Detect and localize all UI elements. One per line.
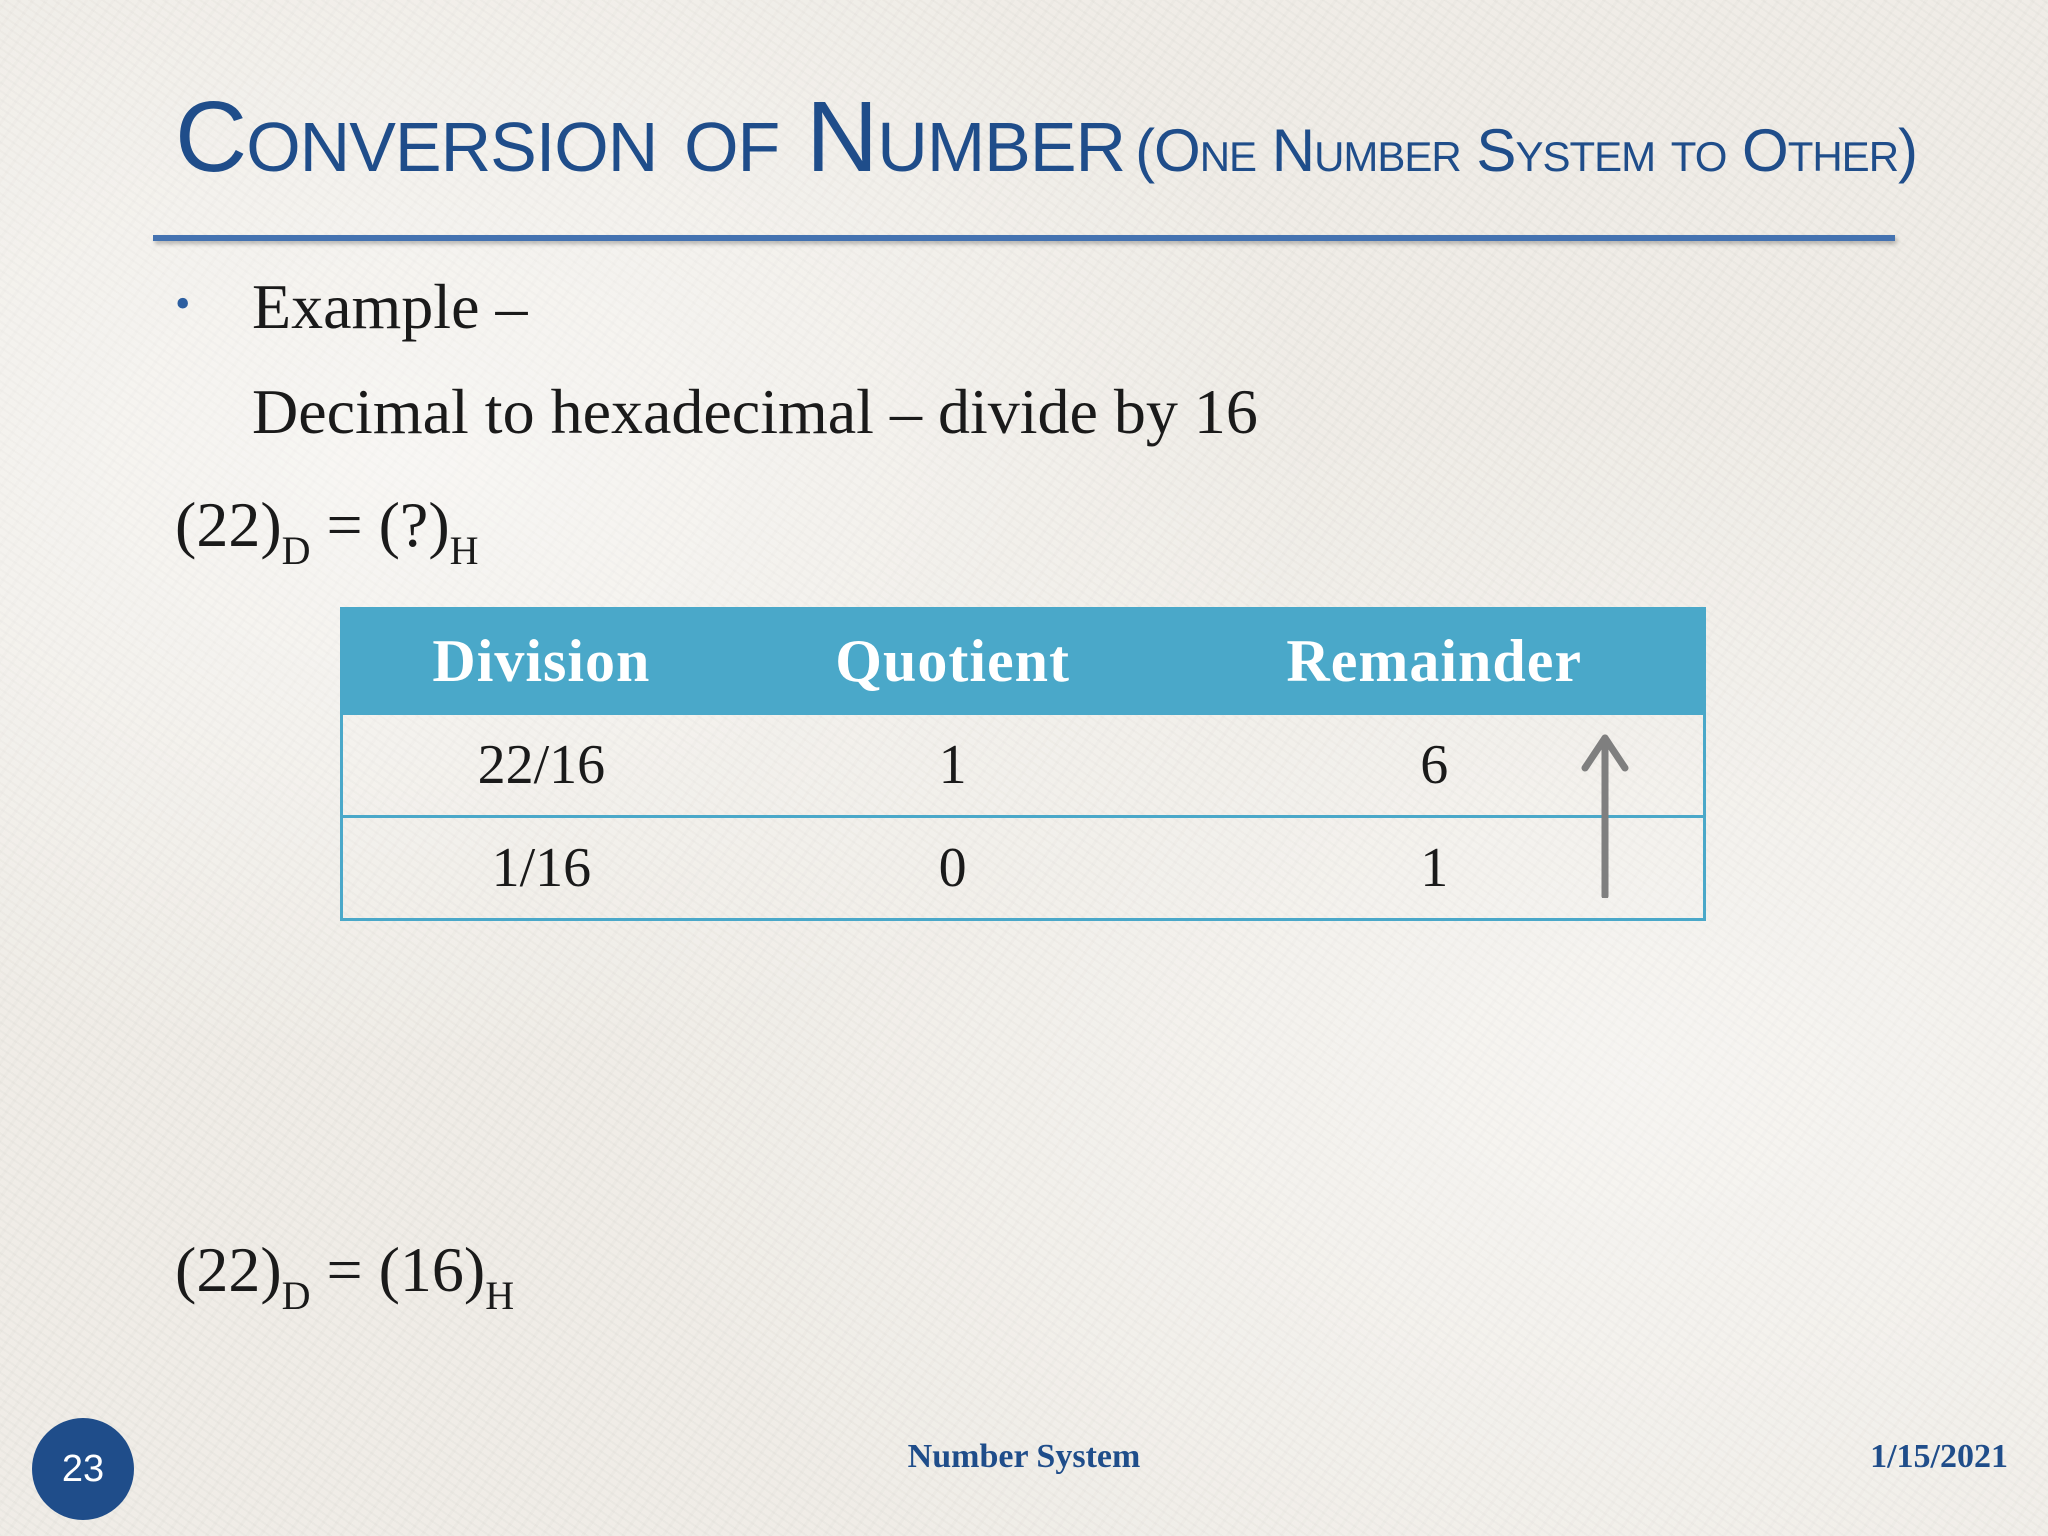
eq2-lhs-sub: D	[281, 1273, 311, 1318]
table-row	[342, 817, 1705, 920]
title-main: Conversion of Number	[175, 81, 1126, 193]
cell-remainder: 1	[1165, 817, 1704, 920]
footer-title: Number System	[907, 1438, 1141, 1475]
eq2-lhs: (22)	[175, 1234, 282, 1305]
table-header-row	[342, 609, 1705, 714]
header-remainder: Remainder	[1165, 609, 1704, 714]
eq1-lhs-sub: D	[281, 528, 311, 573]
conversion-table-wrap	[340, 607, 1706, 921]
eq1-rhs: (?)	[378, 489, 450, 560]
eq2-mid: =	[310, 1234, 379, 1305]
eq1-lhs: (22)	[175, 489, 282, 560]
bullet-example	[175, 270, 527, 344]
cell-division: 22/16	[342, 714, 740, 817]
footer-date: 1/15/2021	[1870, 1438, 2008, 1475]
eq1-rhs-sub: H	[449, 528, 479, 573]
cell-division: 1/16	[342, 817, 740, 920]
bullet-text: Example –	[252, 271, 528, 342]
title-underline	[153, 235, 1895, 241]
header-division: Division	[342, 609, 740, 714]
title-sub: (One Number System to Other)	[1135, 117, 1918, 184]
cell-quotient: 0	[740, 817, 1166, 920]
cell-remainder: 6	[1165, 714, 1704, 817]
eq2-rhs: (16)	[378, 1234, 486, 1305]
question-equation	[175, 488, 479, 574]
header-quotient: Quotient	[740, 609, 1166, 714]
up-arrow-icon	[1570, 728, 1640, 898]
eq1-mid: =	[310, 489, 379, 560]
bullet-dot-icon: •	[175, 279, 191, 328]
slide-title	[175, 80, 1917, 195]
table-row	[342, 714, 1705, 817]
slide-number-badge: 23	[32, 1418, 134, 1520]
answer-equation	[175, 1233, 514, 1319]
cell-quotient: 1	[740, 714, 1166, 817]
conversion-table	[340, 607, 1706, 921]
method-line: Decimal to hexadecimal – divide by 16	[252, 376, 1258, 447]
eq2-rhs-sub: H	[485, 1273, 515, 1318]
